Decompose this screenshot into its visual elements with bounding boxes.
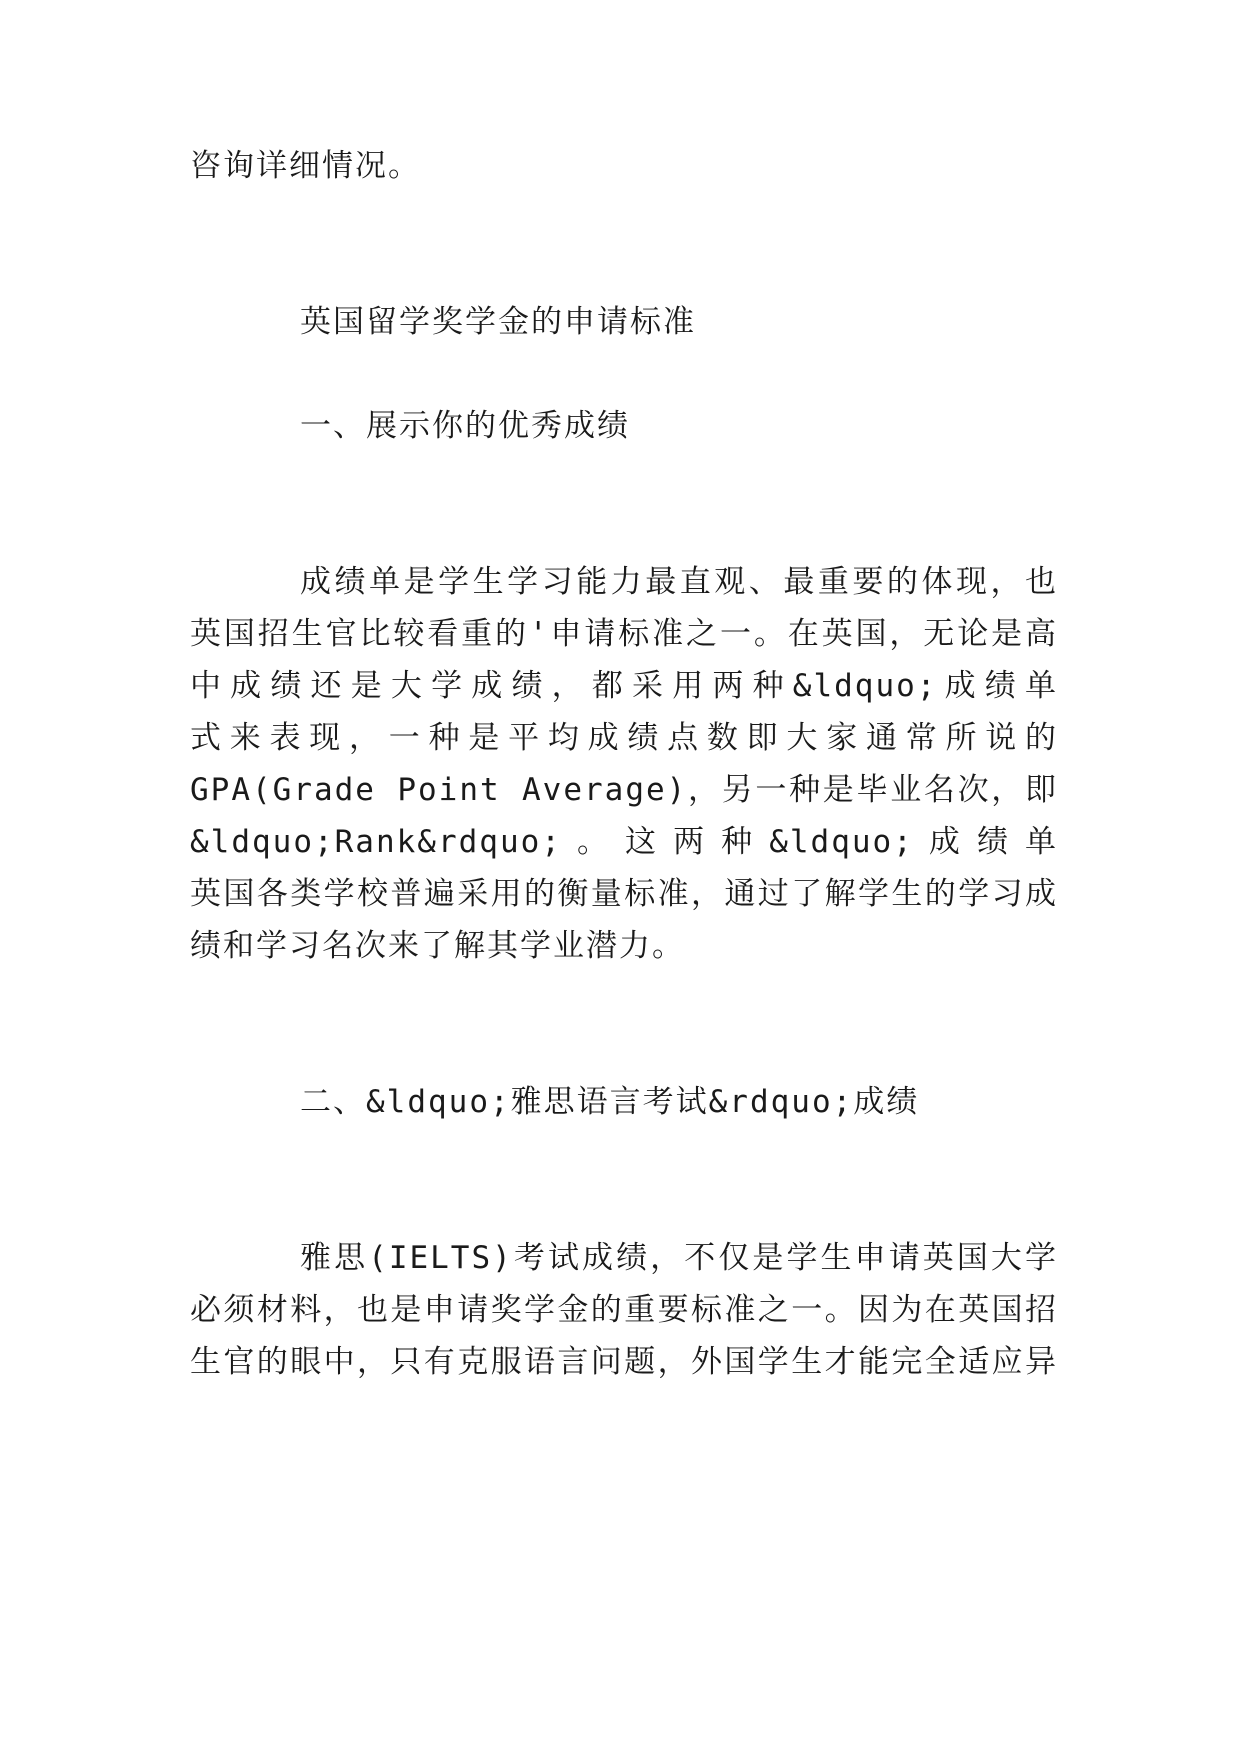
paragraph-line: 必须材料，也是申请奖学金的重要标准之一。因为在英国招	[190, 1292, 1058, 1328]
paragraph-line: 成绩单是学生学习能力最直观、最重要的体现，也	[300, 564, 1058, 600]
section2-heading: 二、&ldquo;雅思语言考试&rdquo;成绩	[300, 1084, 920, 1120]
document-title: 英国留学奖学金的申请标准	[300, 304, 696, 340]
paragraph-line: 生官的眼中，只有克服语言问题，外国学生才能完全适应异	[190, 1344, 1058, 1380]
paragraph-line: 绩和学习名次来了解其学业潜力。	[190, 928, 685, 964]
top-fragment: 咨询详细情况。	[190, 148, 421, 184]
paragraph-line: 中成绩还是大学成绩，都采用两种&ldquo;成绩单	[190, 668, 1058, 704]
paragraph-line: 英国招生官比较看重的'申请标准之一。在英国，无论是高	[190, 616, 1058, 652]
paragraph-line: 英国各类学校普遍采用的衡量标准，通过了解学生的学习成	[190, 876, 1058, 912]
paragraph-line: &ldquo;Rank&rdquo;。这两种&ldquo;成绩单	[190, 824, 1058, 860]
paragraph-line: GPA(Grade Point Average)，另一种是毕业名次，即	[190, 772, 1058, 808]
paragraph-line: 雅思(IELTS)考试成绩，不仅是学生申请英国大学	[300, 1240, 1058, 1276]
paragraph-line: 式来表现，一种是平均成绩点数即大家通常所说的	[190, 720, 1058, 756]
section1-heading: 一、展示你的优秀成绩	[300, 408, 630, 444]
